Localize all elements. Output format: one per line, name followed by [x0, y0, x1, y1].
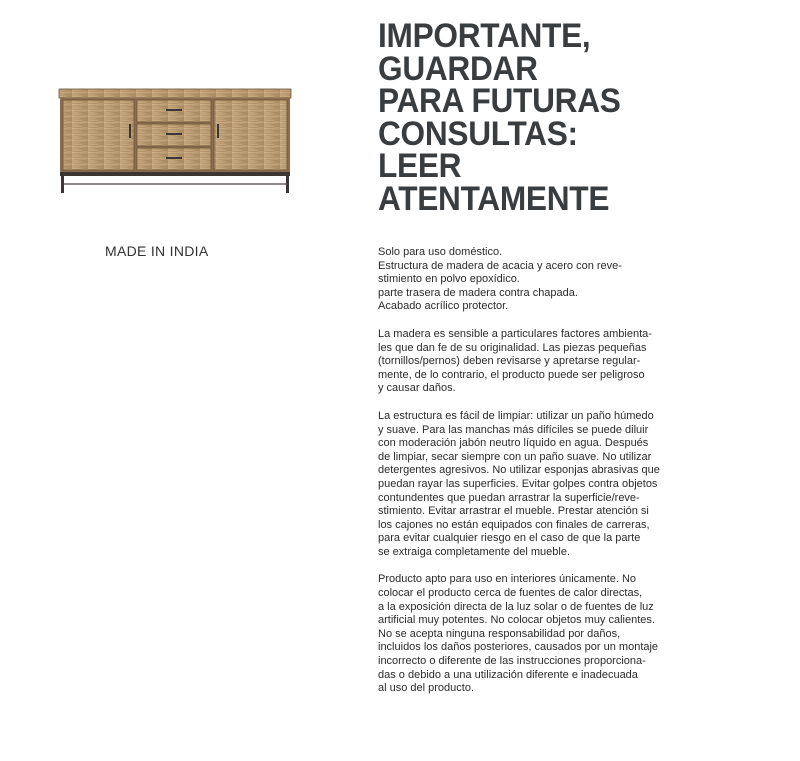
text-line: para evitar cualquier riesgo en el caso de que la parte: [378, 532, 641, 545]
text-line: Acabado acrílico protector.: [378, 300, 509, 313]
text-line: artificial muy potentes. No colocar objetos muy calientes.: [378, 614, 655, 627]
paragraph-safety: [378, 573, 738, 695]
text-line: stimiento. Evitar arrastrar el mueble. Prestar atención si: [378, 505, 649, 518]
page-title: [378, 17, 750, 218]
text-line: y suave. Para las manchas más difíciles se puede diluir: [378, 423, 649, 436]
text-line: de limpiar, secar siempre con un paño suave. No utilizar: [378, 450, 652, 463]
title-line: GUARDAR: [378, 49, 538, 88]
text-line: stimiento en polvo epoxídico.: [378, 273, 520, 286]
title-line: IMPORTANTE,: [378, 17, 591, 55]
text-line: incluidos los daños posteriores, causados por un montaje: [378, 641, 659, 654]
text-line: Estructura de madera de acacia y acero con reve-: [378, 259, 622, 272]
text-line: No se acepta ninguna responsabilidad por daños,: [378, 627, 621, 640]
instructions-body: [378, 246, 738, 710]
text-line: incorrecto o diferente de las instrucciones proporciona-: [378, 655, 646, 668]
text-line: con moderación jabón neutro líquido en agua. Después: [378, 437, 649, 450]
text-line: das o debido a una utilización diferente e inadecuada: [378, 668, 638, 681]
text-line: se extraiga completamente del mueble.: [378, 545, 570, 558]
text-line: La estructura es fácil de limpiar: utilizar un paño húmedo: [378, 409, 654, 422]
text-line: mente, de lo contrario, el producto puede ser peligroso: [378, 368, 645, 381]
title-line: CONSULTAS:: [378, 114, 578, 153]
paragraph-cleaning: [378, 410, 738, 560]
text-line: a la exposición directa de la luz solar o de fuentes de luz: [378, 600, 654, 613]
text-line: Producto apto para uso en interiores únicamente. No: [378, 573, 637, 586]
text-line: contundentes que puedan arrastrar la superficie/reve-: [378, 491, 640, 504]
text-line: detergentes agresivos. No utilizar esponjas abrasivas que: [378, 464, 660, 477]
text-line: La madera es sensible a particulares factores ambienta-: [378, 327, 652, 340]
text-line: los cajones no están equipados con finales de carreras,: [378, 518, 650, 531]
origin-label: MADE IN INDIA: [105, 243, 209, 259]
text-line: y causar daños.: [378, 382, 456, 395]
paragraph-usage: [378, 246, 738, 314]
text-line: colocar el producto cerca de fuentes de calor directas,: [378, 587, 643, 600]
paragraph-wood: [378, 328, 738, 396]
title-line: ATENTAMENTE: [378, 179, 610, 218]
sideboard-illustration: [56, 86, 296, 198]
title-line: LEER: [378, 147, 462, 185]
text-line: (tornillos/pernos) deben revisarse y apretarse regular-: [378, 355, 641, 368]
text-line: al uso del producto.: [378, 682, 475, 695]
text-line: Solo para uso doméstico.: [378, 246, 503, 258]
title-line: PARA FUTURAS: [378, 82, 621, 120]
text-line: les que dan fe de su originalidad. Las piezas pequeñas: [378, 341, 647, 354]
text-line: parte trasera de madera contra chapada.: [378, 286, 578, 299]
text-line: puedan rayar las superficies. Evitar golpes contra objetos: [378, 477, 658, 490]
